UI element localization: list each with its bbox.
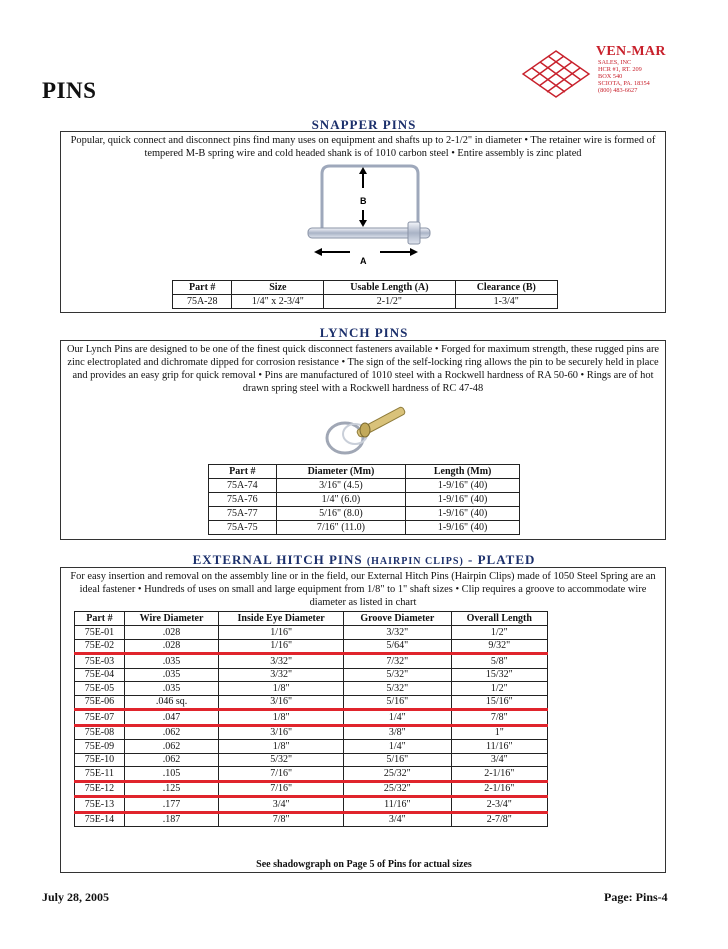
- table-cell: 1": [451, 725, 547, 740]
- table-row: [75, 654, 548, 669]
- table-cell: 1/16": [219, 639, 344, 654]
- table-row: [209, 521, 520, 535]
- table-cell: 1/8": [219, 682, 344, 696]
- table-row: [75, 781, 548, 797]
- table-cell: 75E-08: [75, 725, 125, 740]
- snapper-description: Popular, quick connect and disconnect pins find many uses on equipment and shafts up to 2-1/2" in diameter • The retainer wire is formed of tempered M-B spring wire and cold headed shank is of 1010 carbon steel • Entire assembly is zinc plated: [70, 135, 656, 159]
- table-header-row: [209, 465, 520, 479]
- table-row: [75, 626, 548, 640]
- column-header: Part #: [209, 465, 277, 479]
- table-row: [75, 695, 548, 710]
- table-cell: 7/16" (11.0): [276, 521, 406, 535]
- table-cell: 75A-77: [209, 507, 277, 521]
- table-row: [75, 740, 548, 754]
- table-cell: 3/8": [344, 725, 452, 740]
- shadowgraph-note: See shadowgraph on Page 5 of Pins for actual sizes: [256, 859, 472, 870]
- table-cell: .028: [124, 639, 218, 654]
- table-cell: 5/32": [344, 668, 452, 682]
- column-header: Inside Eye Diameter: [219, 612, 344, 626]
- table-row: [75, 710, 548, 726]
- table-cell: .125: [124, 781, 218, 797]
- column-header: Size: [232, 281, 324, 295]
- column-header: Clearance (B): [455, 281, 557, 295]
- table-cell: 75E-09: [75, 740, 125, 754]
- column-header: Length (Mm): [406, 465, 520, 479]
- logo-line: BOX 540: [598, 73, 623, 80]
- table-cell: 1-9/16" (40): [406, 507, 520, 521]
- table-cell: 3/4": [451, 753, 547, 767]
- table-cell: 15/16": [451, 695, 547, 710]
- snapper-section-title: SNAPPER PINS: [311, 117, 417, 132]
- table-cell: 2-1/2": [324, 295, 455, 309]
- table-row: [173, 295, 558, 309]
- table-cell: 1/2": [451, 682, 547, 696]
- table-cell: 75E-11: [75, 767, 125, 782]
- table-cell: .062: [124, 740, 218, 754]
- table-row: [75, 725, 548, 740]
- table-cell: 5/64": [344, 639, 452, 654]
- table-cell: 3/32": [219, 654, 344, 669]
- table-cell: 75E-04: [75, 668, 125, 682]
- table-cell: 75A-28: [173, 295, 232, 309]
- column-header: Diameter (Mm): [276, 465, 406, 479]
- logo-diamond-icon: [520, 48, 592, 100]
- table-cell: 75E-12: [75, 781, 125, 797]
- hitch-table: [74, 611, 548, 827]
- table-cell: 3/16" (4.5): [276, 479, 406, 493]
- column-header: Wire Diameter: [124, 612, 218, 626]
- table-cell: .035: [124, 654, 218, 669]
- table-row: [209, 479, 520, 493]
- snapper-pin-image: [300, 160, 440, 270]
- table-cell: 75E-07: [75, 710, 125, 726]
- hitch-title-sub: (HAIRPIN CLIPS): [366, 556, 464, 567]
- table-cell: 75E-10: [75, 753, 125, 767]
- logo-line: HCR #1, RT. 209: [598, 66, 642, 73]
- table-cell: 5/32": [344, 682, 452, 696]
- table-cell: .062: [124, 753, 218, 767]
- page-title: PINS: [42, 78, 97, 103]
- table-cell: 1-9/16" (40): [406, 479, 520, 493]
- table-cell: 5/16" (8.0): [276, 507, 406, 521]
- logo-line: SALES, INC: [598, 59, 632, 66]
- table-cell: 1-9/16" (40): [406, 521, 520, 535]
- table-cell: 11/16": [344, 797, 452, 813]
- hitch-description: For easy insertion and removal on the assembly line or in the field, our External Hitch Pins (Hairpin Clips) made of 1050 Steel Spring are an ideal fastener • Hundreds of uses on small and large equipment from 1/8" to 1" shaft sizes • Clip requires a groove to accommodate wire diameter as listed in chart: [70, 571, 656, 608]
- table-header-row: [173, 281, 558, 295]
- lynch-table: [208, 464, 520, 535]
- table-row: [75, 767, 548, 782]
- table-cell: 7/16": [219, 781, 344, 797]
- table-cell: 1/4": [344, 740, 452, 754]
- table-cell: 1/16": [219, 626, 344, 640]
- table-cell: 7/8": [451, 710, 547, 726]
- table-cell: 15/32": [451, 668, 547, 682]
- column-header: Usable Length (A): [324, 281, 455, 295]
- table-cell: 5/16": [344, 753, 452, 767]
- table-cell: 75E-01: [75, 626, 125, 640]
- table-cell: 25/32": [344, 767, 452, 782]
- table-cell: 75E-03: [75, 654, 125, 669]
- table-row: [75, 753, 548, 767]
- column-header: Part #: [75, 612, 125, 626]
- table-cell: 1/2": [451, 626, 547, 640]
- lynch-pin-image: [315, 398, 415, 460]
- table-cell: 7/8": [219, 812, 344, 827]
- table-cell: 11/16": [451, 740, 547, 754]
- table-cell: 1/8": [219, 710, 344, 726]
- table-cell: 25/32": [344, 781, 452, 797]
- table-cell: 75E-06: [75, 695, 125, 710]
- hitch-title-suffix: - PLATED: [468, 552, 536, 567]
- table-cell: 3/32": [219, 668, 344, 682]
- table-cell: 75E-05: [75, 682, 125, 696]
- lynch-section-title: LYNCH PINS: [319, 325, 409, 340]
- table-cell: 1/4": [344, 710, 452, 726]
- table-cell: 75A-74: [209, 479, 277, 493]
- table-cell: 75E-02: [75, 639, 125, 654]
- table-row: [209, 507, 520, 521]
- table-cell: 2-3/4": [451, 797, 547, 813]
- table-cell: .062: [124, 725, 218, 740]
- table-row: [75, 797, 548, 813]
- table-cell: .035: [124, 682, 218, 696]
- table-cell: .035: [124, 668, 218, 682]
- logo-name: VEN-MAR: [596, 44, 666, 59]
- dimension-b-label: B: [360, 196, 367, 206]
- table-cell: 9/32": [451, 639, 547, 654]
- table-row: [75, 668, 548, 682]
- table-cell: 1/4" x 2-3/4": [232, 295, 324, 309]
- column-header: Groove Diameter: [344, 612, 452, 626]
- table-cell: .177: [124, 797, 218, 813]
- table-cell: .028: [124, 626, 218, 640]
- table-cell: 75E-14: [75, 812, 125, 827]
- table-cell: 75E-13: [75, 797, 125, 813]
- table-cell: 5/16": [344, 695, 452, 710]
- table-row: [209, 493, 520, 507]
- company-logo: [520, 44, 695, 102]
- table-cell: 1-3/4": [455, 295, 557, 309]
- table-cell: 5/8": [451, 654, 547, 669]
- logo-line: SCIOTA, PA. 18354: [598, 80, 650, 87]
- table-cell: 5/32": [219, 753, 344, 767]
- table-cell: 3/32": [344, 626, 452, 640]
- table-row: [75, 639, 548, 654]
- table-cell: 2-7/8": [451, 812, 547, 827]
- logo-line: (800) 483-6627: [598, 87, 638, 94]
- table-cell: .046 sq.: [124, 695, 218, 710]
- column-header: Part #: [173, 281, 232, 295]
- table-cell: 1/8": [219, 740, 344, 754]
- footer-date: July 28, 2005: [42, 890, 110, 904]
- table-cell: .105: [124, 767, 218, 782]
- table-cell: 1/4" (6.0): [276, 493, 406, 507]
- table-cell: 1-9/16" (40): [406, 493, 520, 507]
- hitch-section-title: [0, 552, 728, 568]
- table-cell: 3/4": [344, 812, 452, 827]
- table-cell: 3/4": [219, 797, 344, 813]
- table-cell: 3/16": [219, 725, 344, 740]
- table-cell: 3/16": [219, 695, 344, 710]
- table-row: [75, 682, 548, 696]
- table-cell: 2-1/16": [451, 781, 547, 797]
- table-cell: .187: [124, 812, 218, 827]
- lynch-description: Our Lynch Pins are designed to be one of the finest quick disconnect fasteners available • Forged for maximum strength, these rugged pins are zinc electroplated and dichromate dipped for corrosion resistance • The sign of the self-locking ring allows the pin to be securely held in place and provides an easy grip for quick removal • Pins are manufactured of 1010 steel with a Rockwell hardness of RA 50-60 • Rings are of hot drawn spring steel with a Rockwell hardness of RC 47-48: [66, 344, 660, 394]
- snapper-table: [172, 280, 558, 309]
- table-cell: 75A-75: [209, 521, 277, 535]
- column-header: Overall Length: [451, 612, 547, 626]
- table-header-row: [75, 612, 548, 626]
- table-cell: 7/16": [219, 767, 344, 782]
- table-cell: .047: [124, 710, 218, 726]
- table-cell: 75A-76: [209, 493, 277, 507]
- dimension-a-label: A: [360, 256, 367, 266]
- hitch-title-main: EXTERNAL HITCH PINS: [192, 552, 363, 567]
- footer-page-label: Page: Pins-4: [604, 890, 668, 904]
- table-cell: 7/32": [344, 654, 452, 669]
- table-row: [75, 812, 548, 827]
- table-cell: 2-1/16": [451, 767, 547, 782]
